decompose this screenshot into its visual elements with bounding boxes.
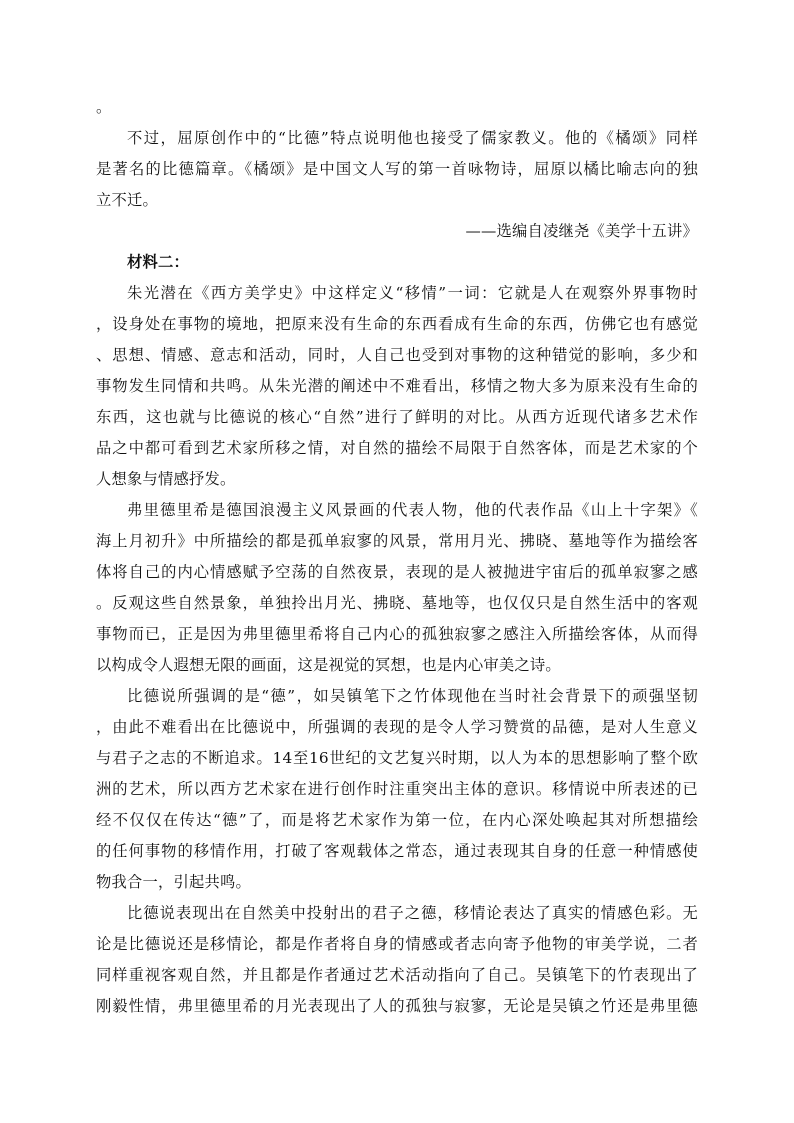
text-line: 与君子之志的不断追求。14至16世纪的文艺复兴时期，以人为本的思想影响了整个欧 [96,749,698,767]
source-citation: ——选编自凌继尧《美学十五讲》 [465,222,698,240]
document-page [96,92,698,1022]
text-line: 。 [96,98,112,116]
text-line: 、思想、情感、意志和活动，同时，人自己也受到对事物的这种错觉的影响，多少和 [96,346,698,364]
text-line: 刚毅性情，弗里德里希的月光表现出了人的孤独与寂寥，无论是吴镇之竹还是弗里德 [96,997,698,1015]
text-line: 。反观这些自然景象，单独拎出月光、拂晓、墓地等，也仅仅只是自然生活中的客观 [96,594,698,612]
text-line: 立不迁。 [96,191,158,209]
text-line: 的任何事物的移情作用，打破了客观载体之常态，通过表现其自身的任意一种情感使 [96,842,698,860]
text-line: 比德说表现出在自然美中投射出的君子之德，移情论表达了真实的情感色彩。无 [127,904,698,922]
text-line: 同样重视客观自然，并且都是作者通过艺术活动指向了自己。吴镇笔下的竹表现出了 [96,966,698,984]
text-line: 事物发生同情和共鸣。从朱光潜的阐述中不难看出，移情之物大多为原来没有生命的 [96,377,698,395]
text-line: 洲的艺术，所以西方艺术家在进行创作时注重突出主体的意识。移情说中所表述的已 [96,780,698,798]
text-line: 物我合一，引起共鸣。 [96,873,251,891]
text-line: 东西，这也就与比德说的核心“自然”进行了鲜明的对比。从西方近现代诸多艺术作 [96,408,698,426]
section-heading: 材料二： [127,253,189,271]
text-line: 不过，屈原创作中的“比德”特点说明他也接受了儒家教义。他的《橘颂》同样 [127,129,698,147]
text-line: 人想象与情感抒发。 [96,470,236,488]
text-line: 比德说所强调的是“德”，如吴镇笔下之竹体现他在当时社会背景下的顽强坚韧 [127,687,698,705]
text-line: 弗里德里希是德国浪漫主义风景画的代表人物，他的代表作品《山上十字架》《 [127,501,698,519]
text-line: 以构成令人遐想无限的画面，这是视觉的冥想，也是内心审美之诗。 [96,656,561,674]
text-line: 体将自己的内心情感赋予空荡的自然夜景，表现的是人被抛进宇宙后的孤单寂寥之感 [96,563,698,581]
text-line: 品之中都可看到艺术家所移之情，对自然的描绘不局限于自然客体，而是艺术家的个 [96,439,698,457]
text-line: 论是比德说还是移情论，都是作者将自身的情感或者志向寄予他物的审美学说，二者 [96,935,698,953]
text-line: ，设身处在事物的境地，把原来没有生命的东西看成有生命的东西，仿佛它也有感觉 [96,315,698,333]
text-line: 事物而已，正是因为弗里德里希将自己内心的孤独寂寥之感注入所描绘客体，从而得 [96,625,698,643]
text-line: ，由此不难看出在比德说中，所强调的表现的是令人学习赞赏的品德，是对人生意义 [96,718,698,736]
text-line: 朱光潜在《西方美学史》中这样定义“移情”一词：它就是人在观察外界事物时 [127,284,698,302]
text-line: 是著名的比德篇章。《橘颂》是中国文人写的第一首咏物诗，屈原以橘比喻志向的独 [96,160,698,178]
text-line: 经不仅仅在传达“德”了，而是将艺术家作为第一位，在内心深处唤起其对所想描绘 [96,811,698,829]
text-line: 海上月初升》中所描绘的都是孤单寂寥的风景，常用月光、拂晓、墓地等作为描绘客 [96,532,698,550]
